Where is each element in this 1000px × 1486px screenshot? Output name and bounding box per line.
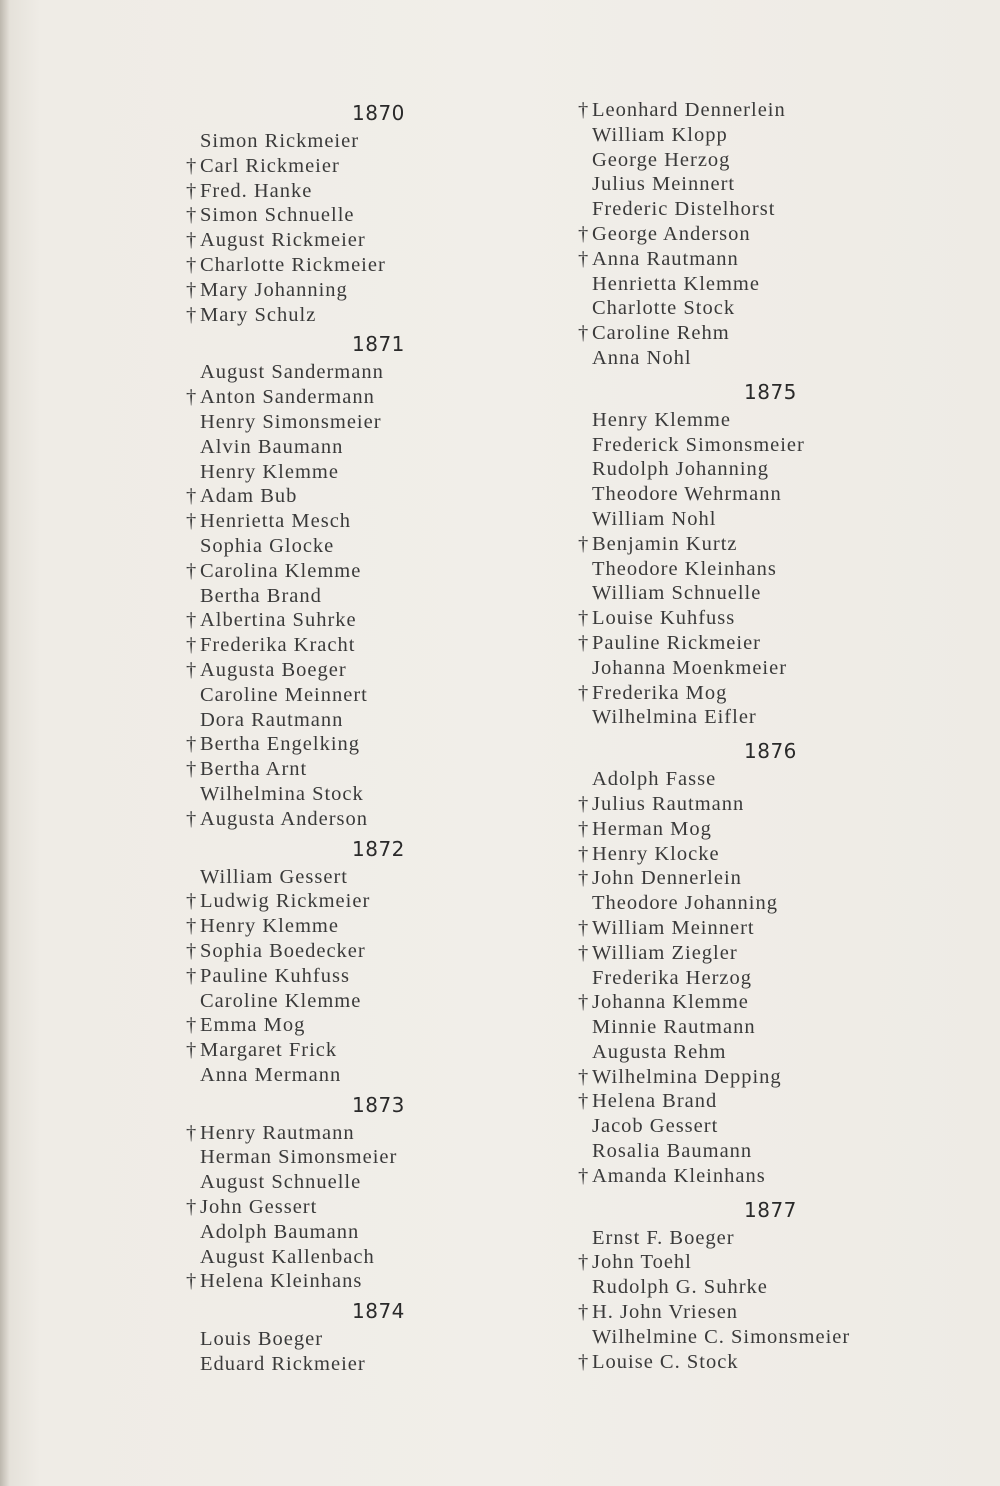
member-name (186, 633, 476, 658)
member-name (186, 253, 476, 278)
member-name-text: Augusta Rehm (592, 1040, 727, 1063)
member-name (578, 1164, 908, 1189)
deceased-mark: † (186, 253, 198, 276)
member-name-text: Herman Simonsmeier (200, 1146, 398, 1169)
member-name-text: Fred. Hanke (200, 179, 313, 202)
year-section (186, 1296, 476, 1377)
member-name-text: Benjamin Kurtz (592, 532, 738, 555)
member-name-text: Frederika Kracht (200, 634, 356, 657)
member-name-text: Simon Rickmeier (200, 130, 360, 152)
member-name-text: Simon Schnuelle (200, 204, 355, 227)
member-name (578, 1226, 908, 1251)
member-name (578, 1250, 908, 1275)
member-name-text: Charlotte Stock (592, 297, 736, 320)
deceased-mark: † (578, 247, 590, 270)
member-name-text: August Rickmeier (200, 229, 366, 252)
deceased-mark: † (578, 792, 590, 815)
member-name-text: Augusta Boeger (200, 658, 347, 681)
member-name (578, 1015, 908, 1040)
member-name (186, 203, 476, 228)
member-name-text: Bertha Arnt (200, 758, 308, 781)
deceased-mark: † (578, 222, 590, 245)
deceased-mark: † (186, 386, 198, 409)
member-name-text: Henry Klocke (592, 842, 720, 865)
member-name (186, 303, 476, 328)
member-name-text: George Anderson (592, 222, 751, 245)
member-name-text: Mary Schulz (200, 303, 317, 326)
year-section (186, 98, 476, 327)
deceased-mark: † (186, 807, 198, 830)
member-name-text: Wilhelmina Depping (592, 1065, 782, 1088)
member-name (578, 631, 908, 656)
member-name-text: John Toehl (592, 1251, 692, 1274)
member-name-text: Emma Mog (200, 1014, 306, 1037)
member-name-text: William Schnuelle (592, 582, 762, 605)
year-heading: 1874 (352, 1299, 405, 1324)
deceased-mark: † (186, 964, 198, 987)
member-name (578, 606, 908, 631)
member-name (186, 608, 476, 633)
member-name-text: Julius Meinnert (592, 173, 736, 196)
deceased-mark: † (186, 204, 198, 227)
member-name-text: Johanna Klemme (592, 991, 749, 1014)
member-name-text: August Sandermann (200, 361, 384, 384)
member-name (186, 1038, 476, 1063)
deceased-mark: † (578, 991, 590, 1014)
member-name (578, 1065, 908, 1090)
year-section (186, 329, 476, 831)
member-name-text: Wilhelmina Eifler (592, 706, 757, 729)
member-name-text: Adolph Fasse (592, 768, 717, 791)
member-name (186, 1245, 476, 1270)
member-name (578, 272, 908, 297)
deceased-mark: † (578, 1164, 590, 1187)
member-name (186, 228, 476, 253)
member-name-text: Charlotte Rickmeier (200, 253, 386, 276)
deceased-mark: † (186, 890, 198, 913)
member-name (578, 916, 908, 941)
member-name-text: William Meinnert (592, 916, 755, 939)
member-name (578, 705, 908, 730)
member-name-text: Pauline Rickmeier (592, 631, 761, 654)
member-name (578, 817, 908, 842)
member-name-text: Anna Rautmann (592, 247, 739, 270)
year-heading: 1870 (352, 101, 405, 125)
member-name-text: Leonhard Dennerlein (592, 99, 786, 121)
member-name (186, 914, 476, 939)
member-name (186, 782, 476, 807)
deceased-mark: † (186, 154, 198, 177)
member-name-text: Henry Klemme (200, 460, 339, 483)
member-name-text: George Herzog (592, 148, 731, 171)
member-name-text: William Klopp (592, 123, 728, 146)
member-name-text: Rosalia Baumann (592, 1140, 753, 1163)
member-name (186, 360, 476, 385)
deceased-mark: † (578, 532, 590, 555)
member-name (186, 179, 476, 204)
member-name-text: Ernst F. Boeger (592, 1226, 735, 1249)
deceased-mark: † (578, 322, 590, 345)
member-name (186, 1063, 476, 1088)
member-name-text: William Nohl (592, 507, 717, 530)
member-name-text: Henrietta Mesch (200, 510, 352, 533)
member-name (186, 534, 476, 559)
member-name-text: H. John Vriesen (592, 1301, 739, 1324)
deceased-mark: † (578, 842, 590, 865)
member-name-text: Henry Klemme (592, 408, 731, 431)
member-name-text: Theodore Wehrmann (592, 483, 782, 506)
member-name-text: Mary Johanning (200, 278, 348, 301)
member-name-text: John Gessert (200, 1196, 318, 1219)
deceased-mark: † (186, 1039, 198, 1062)
deceased-mark: † (578, 681, 590, 704)
deceased-mark: † (578, 916, 590, 939)
member-name-text: Frederika Mog (592, 681, 728, 704)
member-name (578, 1300, 908, 1325)
member-name (186, 939, 476, 964)
member-name (578, 1350, 908, 1375)
member-name-text: Sophia Boedecker (200, 939, 366, 962)
member-name (578, 321, 908, 346)
member-name (186, 410, 476, 435)
member-name (186, 1121, 476, 1146)
member-name (578, 408, 908, 433)
deceased-mark: † (186, 1270, 198, 1293)
book-spine-shadow (0, 0, 10, 1486)
member-name-text: Caroline Klemme (200, 989, 362, 1012)
deceased-mark: † (186, 1014, 198, 1037)
year-heading: 1875 (744, 379, 797, 404)
member-name-text: Frederick Simonsmeier (592, 433, 805, 456)
member-name (186, 1145, 476, 1170)
member-name-text: Augusta Anderson (200, 807, 369, 830)
deceased-mark: † (186, 915, 198, 938)
member-name-text: Herman Mog (592, 817, 712, 840)
member-name-text: Henry Simonsmeier (200, 410, 382, 433)
deceased-mark: † (186, 939, 198, 962)
deceased-mark: † (578, 941, 590, 964)
deceased-mark: † (186, 1121, 198, 1144)
year-section (578, 736, 908, 1189)
member-name (578, 966, 908, 991)
member-name-text: Johanna Moenkmeier (592, 656, 788, 679)
member-name-text: Helena Kleinhans (200, 1270, 363, 1293)
member-name (186, 129, 476, 154)
member-name (578, 941, 908, 966)
member-name (186, 683, 476, 708)
member-name-text: Sophia Glocke (200, 534, 335, 557)
left-column (186, 98, 476, 1379)
member-name-text: Henry Klemme (200, 915, 339, 938)
member-name-text: Caroline Meinnert (200, 683, 368, 706)
deceased-mark: † (186, 1196, 198, 1219)
member-name-text: Margaret Frick (200, 1039, 338, 1062)
member-name-text: Eduard Rickmeier (200, 1353, 366, 1376)
member-name-text: Wilhelmine C. Simonsmeier (592, 1325, 851, 1348)
deceased-mark: † (186, 229, 198, 252)
member-name (186, 865, 476, 890)
member-name (578, 433, 908, 458)
member-name-text: Louise C. Stock (592, 1350, 739, 1373)
member-name (186, 584, 476, 609)
member-name (578, 1114, 908, 1139)
member-name-text: Henrietta Klemme (592, 272, 760, 295)
member-name-text: Adolph Baumann (200, 1220, 360, 1243)
deceased-mark: † (578, 1251, 590, 1274)
deceased-mark: † (186, 733, 198, 756)
member-name (186, 1352, 476, 1377)
member-name (186, 807, 476, 832)
deceased-mark: † (186, 609, 198, 632)
member-name (186, 658, 476, 683)
member-name (578, 557, 908, 582)
member-name (578, 346, 908, 371)
member-name-text: Julius Rautmann (592, 792, 745, 815)
member-name (186, 1269, 476, 1294)
member-name (186, 1170, 476, 1195)
member-name-text: Rudolph Johanning (592, 458, 770, 481)
member-name-text: Bertha Brand (200, 584, 322, 607)
year-section (578, 1195, 908, 1375)
deceased-mark: † (186, 758, 198, 781)
member-name (186, 1327, 476, 1352)
deceased-mark: † (578, 817, 590, 840)
year-section (186, 1090, 476, 1295)
member-name (578, 98, 908, 123)
member-name (186, 559, 476, 584)
deceased-mark: † (186, 634, 198, 657)
year-heading: 1871 (352, 332, 405, 357)
member-name-text: Ludwig Rickmeier (200, 890, 371, 913)
member-name (186, 964, 476, 989)
member-name-text: Carl Rickmeier (200, 154, 340, 177)
deceased-mark: † (186, 510, 198, 533)
member-name (186, 278, 476, 303)
member-name (578, 507, 908, 532)
member-name (578, 457, 908, 482)
year-heading: 1872 (352, 836, 405, 861)
deceased-mark: † (186, 278, 198, 301)
member-name (578, 172, 908, 197)
deceased-mark: † (578, 867, 590, 890)
member-name (186, 509, 476, 534)
member-name-text: Frederika Herzog (592, 966, 753, 989)
year-heading: 1876 (744, 739, 797, 764)
member-name (578, 1040, 908, 1065)
member-name (578, 866, 908, 891)
member-name-text: Theodore Kleinhans (592, 557, 777, 580)
member-name (578, 1325, 908, 1350)
member-name (578, 891, 908, 916)
member-name-text: Albertina Suhrke (200, 609, 357, 632)
member-name (578, 148, 908, 173)
member-name-text: August Kallenbach (200, 1245, 375, 1268)
member-name (186, 385, 476, 410)
member-name (578, 792, 908, 817)
member-name (186, 708, 476, 733)
deceased-mark: † (186, 658, 198, 681)
member-name-text: Anton Sandermann (200, 386, 375, 409)
member-name (578, 1089, 908, 1114)
member-name-text: William Gessert (200, 865, 348, 888)
member-name-text: Anna Nohl (592, 346, 692, 369)
member-name (578, 767, 908, 792)
member-name (578, 532, 908, 557)
member-name (186, 889, 476, 914)
member-name (186, 989, 476, 1014)
member-name-text: Jacob Gessert (592, 1115, 719, 1138)
member-name-text: Anna Mermann (200, 1063, 342, 1086)
member-name-text: Louise Kuhfuss (592, 607, 736, 630)
member-name (578, 482, 908, 507)
member-name-text: Helena Brand (592, 1090, 718, 1113)
deceased-mark: † (186, 485, 198, 508)
member-name-text: Louis Boeger (200, 1328, 324, 1351)
member-name (186, 1013, 476, 1038)
member-name-text: Carolina Klemme (200, 559, 362, 582)
member-name-text: August Schnuelle (200, 1171, 362, 1194)
member-name-text: Pauline Kuhfuss (200, 964, 350, 987)
member-name-text: Frederic Distelhorst (592, 198, 776, 221)
member-name (578, 842, 908, 867)
year-section (578, 98, 908, 371)
member-name (578, 990, 908, 1015)
year-section (578, 377, 908, 730)
member-name (186, 435, 476, 460)
deceased-mark: † (578, 607, 590, 630)
member-name (578, 296, 908, 321)
member-name (186, 757, 476, 782)
member-name (186, 1195, 476, 1220)
deceased-mark: † (578, 1301, 590, 1324)
member-name-text: Alvin Baumann (200, 435, 344, 458)
member-name-text: Henry Rautmann (200, 1121, 355, 1144)
year-section (186, 834, 476, 1088)
year-heading: 1873 (352, 1092, 405, 1117)
member-name (186, 732, 476, 757)
member-name (186, 460, 476, 485)
member-name (578, 247, 908, 272)
member-name (578, 581, 908, 606)
member-name (186, 1220, 476, 1245)
member-name-text: Rudolph G. Suhrke (592, 1276, 768, 1299)
deceased-mark: † (578, 1090, 590, 1113)
deceased-mark: † (578, 99, 590, 121)
member-name-text: Dora Rautmann (200, 708, 344, 731)
member-name-text: Adam Bub (200, 485, 298, 508)
deceased-mark: † (578, 1065, 590, 1088)
member-name-text: Caroline Rehm (592, 322, 730, 345)
member-name (578, 123, 908, 148)
member-name (186, 484, 476, 509)
member-name-text: William Ziegler (592, 941, 738, 964)
member-name (578, 222, 908, 247)
member-name (578, 681, 908, 706)
member-name-text: Minnie Rautmann (592, 1016, 756, 1039)
member-name (578, 1139, 908, 1164)
deceased-mark: † (578, 631, 590, 654)
member-name (186, 154, 476, 179)
right-column (578, 98, 908, 1380)
deceased-mark: † (578, 1350, 590, 1373)
member-name (578, 197, 908, 222)
member-name-text: Bertha Engelking (200, 733, 361, 756)
deceased-mark: † (186, 559, 198, 582)
member-name-text: Theodore Johanning (592, 892, 778, 915)
member-name-text: Wilhelmina Stock (200, 782, 364, 805)
year-heading: 1877 (744, 1197, 797, 1222)
deceased-mark: † (186, 303, 198, 326)
member-name-text: John Dennerlein (592, 867, 742, 890)
deceased-mark: † (186, 179, 198, 202)
member-name (578, 1275, 908, 1300)
member-name-text: Amanda Kleinhans (592, 1164, 766, 1187)
member-name (578, 656, 908, 681)
